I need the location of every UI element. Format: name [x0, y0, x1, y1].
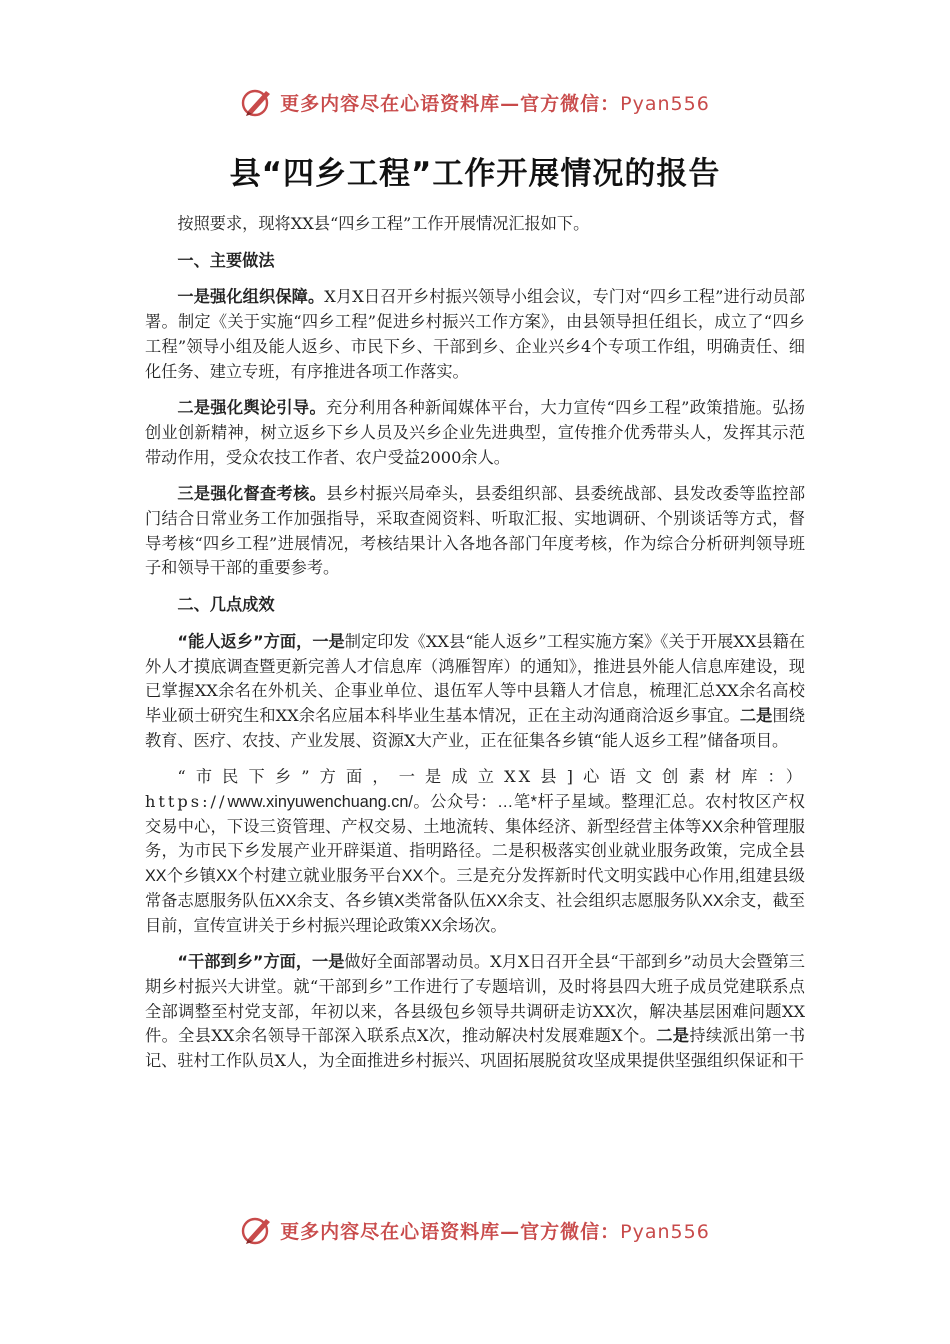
result-paragraph-talent	[145, 630, 805, 754]
practice-paragraph-3	[145, 482, 805, 581]
result-lead-talent: “能人返乡”方面，	[177, 631, 313, 651]
result-text-1: 制定印发《XX县“能人返乡”工程实施方案》《关于开展XX县籍在外人才摸底调查暨更新完善人才信息库（鸿雁智库）的通知》，推进县外能人信息库建设，现已掌握XX余名在外机关、企事业单位、退伍军人等中县籍人才信息，梳理汇总XX余名高校毕业硕士研究生和XX余名应届本科毕业生基本情况，正在主动沟通商洽返乡事宜。	[145, 631, 806, 725]
practice-text-3: 县乡村振兴局牵头，县委组织部、县委统战部、县发改委等监控部门结合日常业务工作加强指导，采取查阅资料、听取汇报、实地调研、个别谈话等方式，督导考核“四乡工程”进展情况，考核结果计入各地各部门年度考核，作为综合分析研判领导班子和领导干部的重要参考。	[145, 484, 806, 578]
banner-text: 更多内容尽在心语资料库—官方微信：Pyan556	[280, 1220, 710, 1243]
result-paragraph-cadres	[145, 950, 805, 1074]
practice-lead-2: 二是强化舆论引导。	[177, 398, 326, 418]
result-text-2: 围绕教育、医疗、农技、产业发展、资源X大产业，正在征集各乡镇“能人返乡工程”储备项目。	[145, 705, 806, 750]
cadres-label-2: 二是	[656, 1026, 690, 1046]
section-heading-results: 二、几点成效	[177, 595, 275, 615]
practice-text-1: X月X日召开乡村振兴领导小组会议，专门对“四乡工程”进行动员部署。制定《关于实施“四乡工程”促进乡村振兴工作方案》，由县领导担任组长，成立了“四乡工程”领导小组及能人返乡、市民下乡、干部到乡、企业兴乡4个专项工作组，明确责任、细化任务、建立专班，有序推进各项工作落实。	[145, 287, 805, 381]
pen-logo-icon	[240, 85, 274, 119]
pen-logo-icon	[240, 1213, 274, 1247]
result-label-1: 一是	[312, 631, 345, 651]
practice-text-2: 充分利用各种新闻媒体平台，大力宣传“四乡工程”政策措施。弘扬创业创新精神，树立返乡下乡人员及兴乡企业先进典型，宣传推介优秀带头人，发挥其示范带动作用，受众农技工作者、农户受益2000余人。	[145, 398, 805, 467]
practice-lead-1: 一是强化组织保障。	[177, 287, 325, 307]
document-body	[145, 212, 805, 1086]
citizens-text-a: “市民下乡”方面，一是成立XX县]心语文创素材库：）https://	[145, 767, 805, 812]
result-paragraph-citizens	[145, 765, 805, 938]
wechat-id: Pyan556	[620, 1220, 710, 1243]
cadres-text-1: 做好全面部署动员。X月X日召开全县“干部到乡”动员大会暨第三期乡村振兴大讲堂。就“干部到乡”工作进行了专题培训，及时将县四大班子成员党建联系点全部调整至村党支部，年初以来，各县级包乡领导共调研走访XX次，解决基层困难问题XX件。全县XX余名领导干部深入联系点X次，推动解决村发展难题X个。	[145, 952, 805, 1046]
citizens-text-b: www.xinyuwenchuang.cn/。公众号：…笔*杆子星域。整理汇总。农村牧区产权交易中心，下设三资管理、产权交易、土地流转、集体经济、新型经营主体等XX余种管理服务，为市民下乡发展产业开辟渠道、指明路径。二是积极落实创业就业服务政策，完成全县XX个乡镇XX个村建立就业服务平台XX个。三是充分发挥新时代文明实践中心作用,组建县级常备志愿服务队伍XX余支、各乡镇X类常备队伍XX余支、社会组织志愿服务队XX余支，截至目前，宣传宣讲关于乡村振兴理论政策XX余场次。	[145, 793, 805, 935]
result-label-2: 二是	[739, 705, 773, 725]
cadres-text-2: 持续派出第一书记、驻村工作队员X人，为全面推进乡村振兴、巩固拓展脱贫攻坚成果提供坚强组织保证和干	[145, 1026, 806, 1071]
practice-paragraph-2	[145, 396, 805, 470]
footer-banner	[0, 1210, 950, 1250]
cadres-label-1: 一是	[312, 952, 345, 972]
section-heading-practices: 一、主要做法	[177, 250, 275, 270]
wechat-id: Pyan556	[620, 92, 710, 115]
result-lead-cadres: “干部到乡”方面，	[177, 952, 313, 972]
practice-lead-3: 三是强化督查考核。	[177, 484, 327, 504]
document-title: 县“四乡工程”工作开展情况的报告	[229, 156, 721, 192]
banner-text: 更多内容尽在心语资料库—官方微信：Pyan556	[280, 92, 710, 115]
practice-paragraph-1	[145, 285, 805, 384]
header-banner	[0, 82, 950, 122]
intro-paragraph: 按照要求，现将XX县“四乡工程”工作开展情况汇报如下。	[177, 214, 590, 233]
